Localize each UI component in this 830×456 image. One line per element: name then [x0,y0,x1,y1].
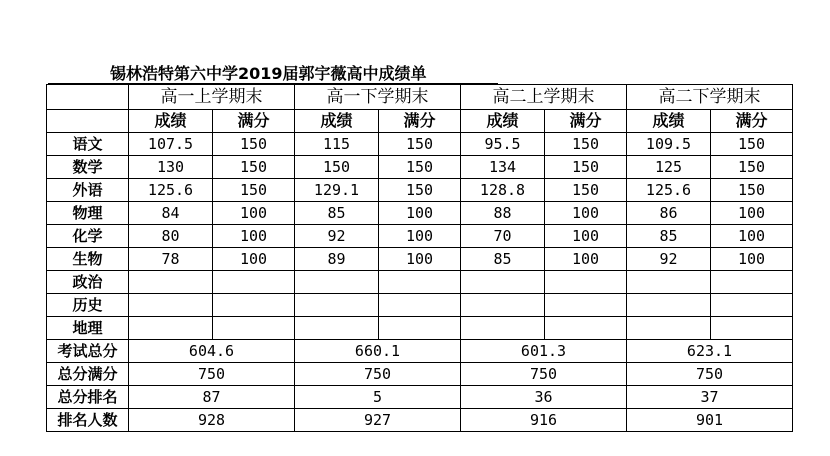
score-cell: 134 [461,156,545,179]
subject-row [47,133,793,156]
score-cell [627,294,711,317]
score-cell [295,317,379,340]
full-score-cell: 150 [379,156,461,179]
score-cell: 115 [295,133,379,156]
full-score-cell [379,271,461,294]
full-score-cell: 100 [545,225,627,248]
score-cell: 95.5 [461,133,545,156]
score-cell: 70 [461,225,545,248]
score-cell: 92 [295,225,379,248]
full-score-cell: 100 [379,248,461,271]
full-score-cell: 150 [711,133,793,156]
subject-label: 外语 [47,179,129,202]
full-header: 满分 [545,110,627,133]
score-cell: 78 [129,248,213,271]
full-score-cell: 100 [213,202,295,225]
score-cell: 125.6 [627,179,711,202]
score-cell: 80 [129,225,213,248]
full-header: 满分 [711,110,793,133]
subject-label: 历史 [47,294,129,317]
full-score-cell: 100 [379,202,461,225]
summary-value: 750 [295,363,461,386]
term-header: 高一上学期末 [129,85,295,110]
full-score-cell: 150 [711,179,793,202]
full-header: 满分 [379,110,461,133]
summary-value: 5 [295,386,461,409]
subject-label: 地理 [47,317,129,340]
full-score-cell [213,317,295,340]
score-cell [129,294,213,317]
score-cell [295,294,379,317]
summary-value: 601.3 [461,340,627,363]
full-score-cell [711,317,793,340]
full-score-cell: 150 [545,133,627,156]
score-cell: 109.5 [627,133,711,156]
subject-label: 政治 [47,271,129,294]
summary-value: 916 [461,409,627,432]
full-score-cell: 150 [379,133,461,156]
score-header: 成绩 [627,110,711,133]
full-header: 满分 [213,110,295,133]
summary-row [47,363,793,386]
subject-row [47,225,793,248]
full-score-cell [213,271,295,294]
score-cell: 88 [461,202,545,225]
summary-value: 927 [295,409,461,432]
term-header: 高二上学期末 [461,85,627,110]
summary-value: 87 [129,386,295,409]
score-cell: 128.8 [461,179,545,202]
score-cell: 92 [627,248,711,271]
score-cell: 89 [295,248,379,271]
summary-label: 总分满分 [47,363,129,386]
subject-label: 生物 [47,248,129,271]
score-cell [627,317,711,340]
full-score-cell: 100 [545,202,627,225]
full-score-cell: 100 [213,248,295,271]
score-cell: 85 [627,225,711,248]
summary-label: 排名人数 [47,409,129,432]
full-score-cell [545,294,627,317]
full-score-cell: 150 [213,179,295,202]
score-cell [627,271,711,294]
score-cell: 84 [129,202,213,225]
corner-cell [47,110,129,133]
score-cell: 86 [627,202,711,225]
score-cell: 150 [295,156,379,179]
full-score-cell: 150 [379,179,461,202]
corner-cell [47,85,129,110]
subject-row [47,202,793,225]
subject-row [47,248,793,271]
summary-row [47,340,793,363]
full-score-cell [711,294,793,317]
score-cell: 107.5 [129,133,213,156]
score-cell: 129.1 [295,179,379,202]
full-score-cell [545,317,627,340]
score-cell: 85 [295,202,379,225]
summary-value: 37 [627,386,793,409]
summary-label: 考试总分 [47,340,129,363]
score-cell: 125 [627,156,711,179]
score-cell [461,271,545,294]
score-cell [461,317,545,340]
full-score-cell: 100 [711,202,793,225]
summary-value: 750 [627,363,793,386]
summary-value: 901 [627,409,793,432]
subject-label: 数学 [47,156,129,179]
subject-label: 语文 [47,133,129,156]
full-score-cell: 100 [711,225,793,248]
full-score-cell [545,271,627,294]
summary-row [47,386,793,409]
full-score-cell [379,317,461,340]
full-score-cell [711,271,793,294]
summary-value: 660.1 [295,340,461,363]
full-score-cell: 150 [711,156,793,179]
score-cell [129,271,213,294]
summary-value: 928 [129,409,295,432]
subject-label: 化学 [47,225,129,248]
subject-row [47,179,793,202]
subject-row [47,294,793,317]
summary-value: 36 [461,386,627,409]
score-cell [129,317,213,340]
full-score-cell [379,294,461,317]
score-cell [461,294,545,317]
summary-label: 总分排名 [47,386,129,409]
summary-value: 750 [129,363,295,386]
sub-header-row [47,110,793,133]
subject-row [47,156,793,179]
term-header: 高一下学期末 [295,85,461,110]
subject-label: 物理 [47,202,129,225]
page-title: 锡林浩特第六中学2019届郭宇薇高中成绩单 [48,64,498,84]
score-header: 成绩 [129,110,213,133]
score-cell [295,271,379,294]
score-header: 成绩 [295,110,379,133]
term-header: 高二下学期末 [627,85,793,110]
summary-value: 750 [461,363,627,386]
grade-table [46,84,793,432]
subject-row [47,271,793,294]
score-cell: 130 [129,156,213,179]
summary-value: 604.6 [129,340,295,363]
full-score-cell: 150 [213,156,295,179]
score-cell: 85 [461,248,545,271]
full-score-cell: 150 [545,179,627,202]
full-score-cell: 100 [545,248,627,271]
score-cell: 125.6 [129,179,213,202]
term-header-row [47,85,793,110]
summary-value: 623.1 [627,340,793,363]
full-score-cell: 150 [545,156,627,179]
full-score-cell: 100 [711,248,793,271]
full-score-cell: 150 [213,133,295,156]
full-score-cell: 100 [213,225,295,248]
full-score-cell [213,294,295,317]
summary-row [47,409,793,432]
subject-row [47,317,793,340]
full-score-cell: 100 [379,225,461,248]
score-header: 成绩 [461,110,545,133]
